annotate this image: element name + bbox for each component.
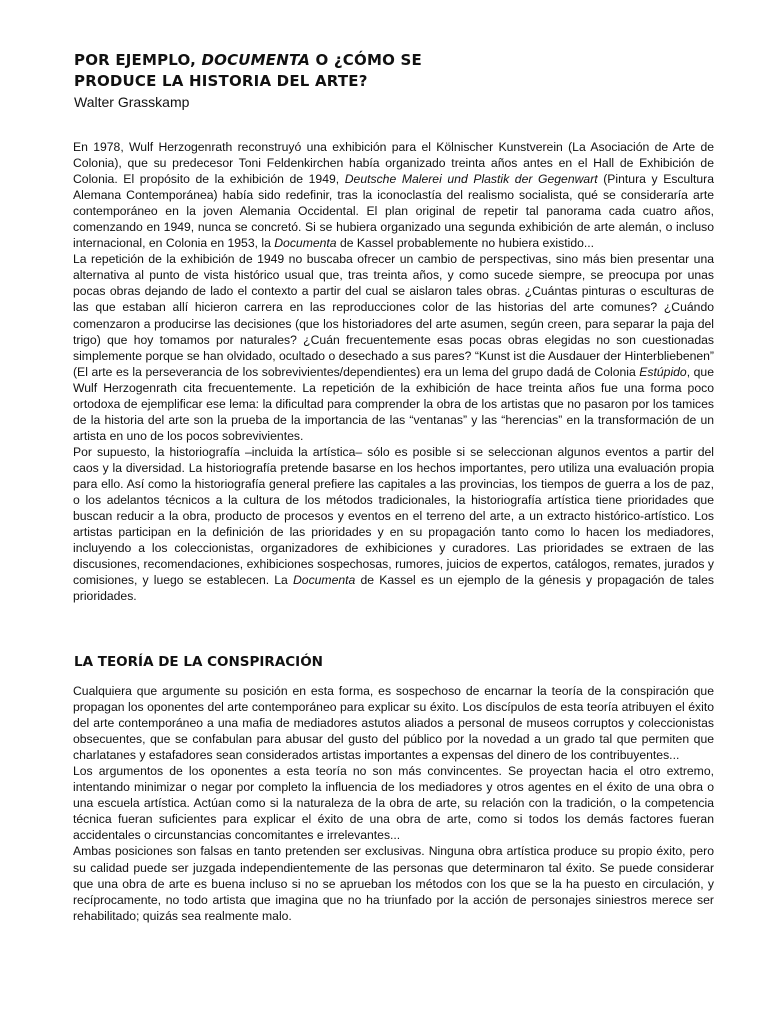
title-line1-after: O ¿CÓMO SE <box>310 51 422 69</box>
text-run: Por supuesto, la historiografía –incluida la artística– sólo es posible si se seleccionan algunos eventos a partir del caos y la diversidad. La historiografía pretende basarse en los hechos importantes, pero utiliza una evaluación propia para ello. Así como la historiografía general prefiere las capitales a las provincias, los tiempos de guerra a los de paz, o los adelantos técnicos a la cultura de los métodos tradicionales, la historiografía artística tiene prioridades que buscan reducir a la obra, producto de procesos y eventos en el terreno del arte, a un extracto histórico-artístico. Los artistas participan en la definición de las prioridades y en su propagación tanto como lo hacen los mediadores, incluyendo a los coleccionistas, organizadores de exhibiciones y curadores. Las prioridades se extraen de las discusiones, recomendaciones, exhibiciones sospechosas, rumores, juicios de expertos, catálogos, remates, jurados y comisiones, y luego se establecen. La <box>73 444 714 588</box>
italic-title: Deutsche Malerei und Plastik der Gegenwart <box>344 172 598 187</box>
title-line1-italic: DOCUMENTA <box>201 51 311 69</box>
text-run: En 1978, Wulf Herzogenrath reconstruyó una exhibición para el Kölnischer Kunstverein (La Asociación de Arte de Colonia), que su predecesor Toni Feldenkirchen había organizado treinta años antes en el Hall de Exhibición de Colonia. El propósito de la exhibición de 1949, <box>73 140 714 187</box>
paragraph: Cualquiera que argumente su posición en esta forma, es sospechoso de encarnar la teoría de la conspiración que propagan los oponentes del arte contemporáneo para explicar su éxito. Los discípulos de esta teoría atribuyen el éxito del arte contemporáneo a una mafia de mediadores astutos aliados a personal de museos corruptos y coleccionistas obsecuentes, que se confabulan para abusar del gusto del público por la novedad a un grado tal que permiten que charlatanes y estafadores sean considerados artistas importantes a expensas del dinero de los contribuyentes... <box>73 684 714 763</box>
section-2-body <box>73 683 714 924</box>
article-title <box>74 50 714 92</box>
paragraph <box>73 251 714 444</box>
text-run: , que Wulf Herzogenrath cita frecuentemente. La repetición de la exhibición de hace treinta años fue una forma poco ortodoxa de ejemplificar ese lema: la dificultad para comprender la obra de los artistas que no pasaron por los tamices de la historia del arte son la prueba de la importancia de las “ventanas” y las “herencias” en la transformación de un artista en uno de los pocos sobrevivientes. <box>73 364 714 443</box>
paragraph <box>73 444 714 604</box>
paragraph: Los argumentos de los oponentes a esta teoría no son más convincentes. Se proyectan hacia el otro extremo, intentando minimizar o negar por completo la influencia de los mediadores y otros agentes en el éxito de una obra o una escuela artística. Actúan como si la naturaleza de la obra de arte, su relación con la tradición, o la competencia técnica fueran suficientes para explicar el éxito de una obra de arte, como si todos los demás factores fueran accidentales o circunstancias concomitantes e irrelevantes... <box>73 764 714 843</box>
italic-title: Documenta <box>292 573 356 588</box>
text-run: de Kassel probablemente no hubiera existido... <box>336 236 595 251</box>
text-run: La repetición de la exhibición de 1949 no buscaba ofrecer un cambio de perspectivas, sino más bien presentar una alternativa al punto de vista histórico usual que, tras treinta años, y como sucede siempre, se preocupa por unas pocas obras dejando de lado el contexto a partir del cual se aislaron tales obras. ¿Cuántas pinturas o esculturas de las que estaban allí hicieron carrera en las reproducciones color de las historias del arte comunes? ¿Cuándo comenzaron a producirse las decisiones (que los historiadores del arte asumen, según creen, para separar la paja del trigo) que hoy tomamos por naturales? ¿Cuán frecuentemente esas pocas obras elegidas no son cuestionadas simplemente porque se han olvidado, ocultado o desechado a sus pares? “Kunst ist die Ausdauer der Hinterbliebenen” (El arte es la perseverancia de los sobrevivientes/dependientes) era un lema del grupo dadá de Colonia <box>73 252 714 379</box>
paragraph: Ambas posiciones son falsas en tanto pretenden ser exclusivas. Ninguna obra artística produce su propio éxito, pero su calidad puede ser juzgada independientemente de las personas que determinaron tal éxito. Se puede considerar que una obra de arte es buena incluso si no se aprueban los métodos con los que se la ha puesto en circulación, y recíprocamente, no todo artista que imagina que no ha triunfado por la acción de personajes siniestros merece ser rehabilitado; quizás sea realmente malo. <box>73 844 714 923</box>
section-1-body <box>73 139 714 604</box>
author-name: Walter Grasskamp <box>74 94 190 110</box>
paragraph <box>73 139 714 251</box>
italic-title: Documenta <box>274 236 337 251</box>
title-line2: PRODUCE LA HISTORIA DEL ARTE? <box>74 72 368 90</box>
text-run: (Pintura y Escultura Alemana Contemporánea) había sido redefinir, tras la iconoclastía del realismo socialista, qué se consideraría arte contemporáneo en la joven Alemania Occidental. El plan original de repetir tal panorama cada cuatro años, comenzando en 1949, nunca se concretó. Si se hubiera organizado una segunda exhibición de arte alemán, o incluso internacional, en Colonia en 1953, la <box>73 172 714 251</box>
section-heading: LA TEORÍA DE LA CONSPIRACIÓN <box>74 654 323 670</box>
text-run: de Kassel es un ejemplo de la génesis y propagación de tales prioridades. <box>73 573 714 604</box>
title-line1-before: POR EJEMPLO, <box>74 51 202 69</box>
italic-title: Estúpido <box>639 364 687 379</box>
